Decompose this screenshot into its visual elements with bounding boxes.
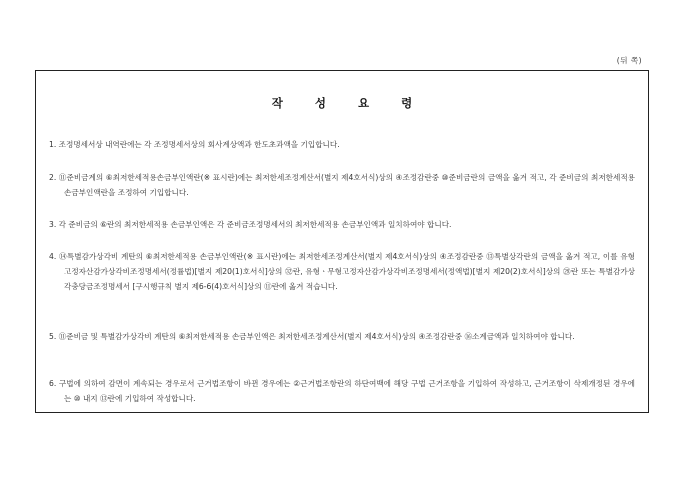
page-note: (뒤 쪽) bbox=[616, 56, 642, 65]
instruction-item: 6. 구법에 의하여 감면이 계속되는 경우로서 근거법조항이 바뀐 경우에는 ②근거법조항란의 하단여백에 해당 구법 근거조항을 기입하여 작성하고, 근거조항이 삭제개정된 경우에는 ⑩ 내지 ⑬란에 기입하여 작성합니다. bbox=[49, 379, 635, 403]
instruction-item: 4. ⑭특별감가상각비 계탄의 ⑥최저한세적용 손금부인액란(※ 표시란)에는 최저한세조정계산서(별지 제4호서식)상의 ④조정감란중 ⑬특별상각란의 금액을 옮겨 적고, 이를 유형고정자산감가상각비조정명세서(정률법)[별지 제20(1)호서식]상의 ㉜란, 유형ㆍ무형고정자산감가상각비조정명세서(정액법)[별지 제20(2)호서식]상의 ㉘란 또는 특별감가상각충당금조정명세서 [구시행규칙 별지 제6-6(4)호서식]상의 ⑪란에 옮겨 적습니다. bbox=[49, 252, 635, 291]
instruction-item: 1. 조정명세서상 내역란에는 각 조정명세서상의 회사계상액과 한도초과액을 기입합니다. bbox=[49, 140, 340, 149]
instruction-item: 3. 각 준비금의 ⑥란의 최저한세적용 손금부인액은 각 준비금조정명세서의 최저한세적용 손금부인액과 일치하여야 합니다. bbox=[49, 220, 452, 229]
instruction-item: 5. ⑪준비금 및 특별감가상각비 계탄의 ⑥최저한세적용 손금부인액은 최저한세조정계산서(별지 제4호서식)상의 ④조정감란중 ⑯소계금액과 일치하여야 합니다. bbox=[49, 332, 575, 341]
instructions-box bbox=[35, 70, 649, 413]
page-title: 작 성 요 령 bbox=[271, 96, 413, 110]
instruction-item: 2. ⑪준비금계의 ⑥최저한세적용손금부인액란(※ 표시란)에는 최저한세조정계산서(별지 제4호서식)상의 ④조정감란중 ⑩준비금란의 금액을 옮겨 적고, 각 준비금의 최저한세적용 손금부인액란을 조정하여 기입합니다. bbox=[49, 173, 635, 197]
